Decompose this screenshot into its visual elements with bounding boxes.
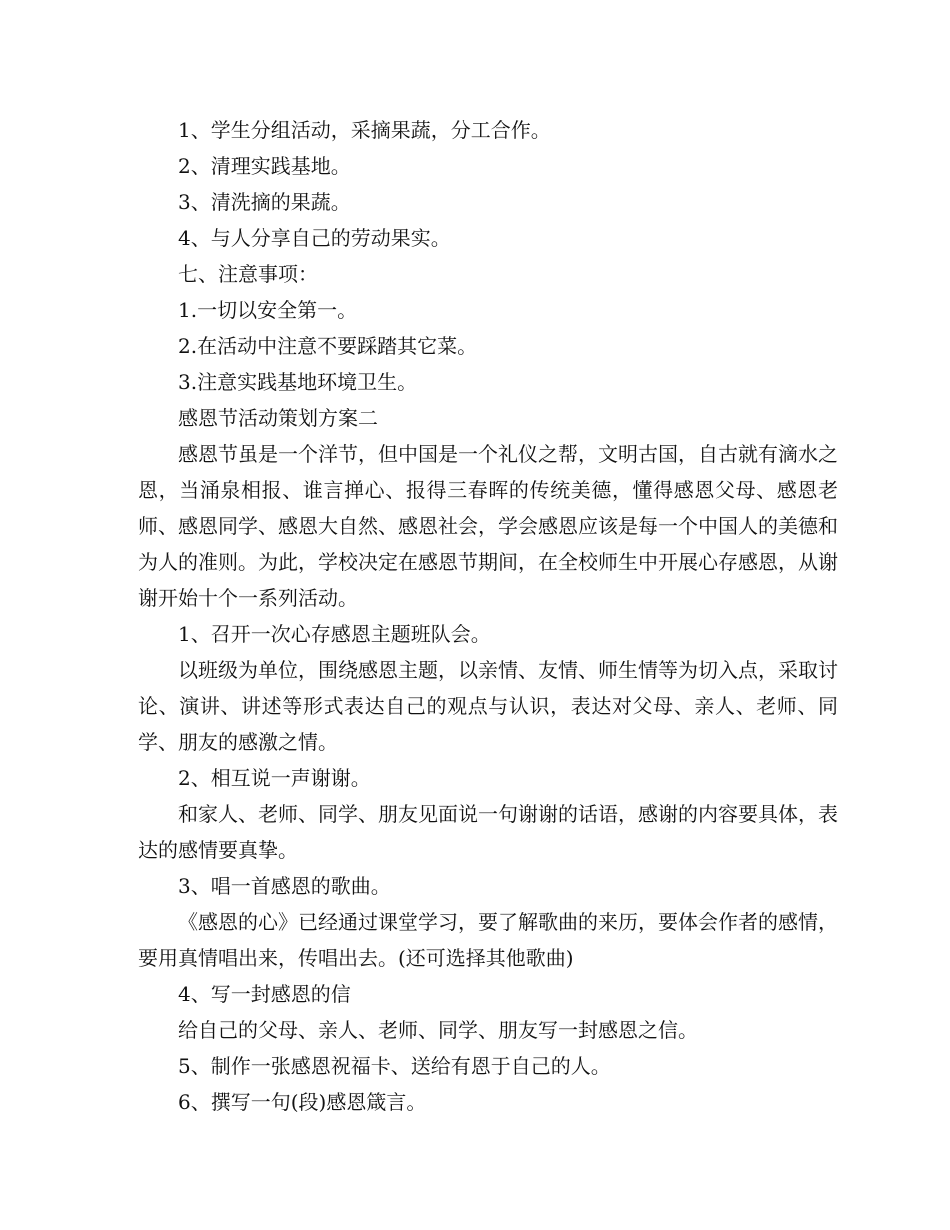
- activity-body-4: 给自己的父母、亲人、老师、同学、朋友写一封感恩之信。: [178, 1018, 698, 1042]
- activity-heading-2: 2、相互说一声谢谢。: [178, 766, 371, 790]
- activity-heading-6: 6、撰写一句(段)感恩箴言。: [178, 1090, 427, 1114]
- note-item-3: 3.注意实践基地环境卫生。: [178, 370, 418, 394]
- activity-body-2: 和家人、老师、同学、朋友见面说一句谢谢的话语，感谢的内容要具体，表达的感情要真挚。: [138, 802, 838, 862]
- note-item-2: 2.在活动中注意不要踩踏其它菜。: [178, 334, 478, 358]
- activity-heading-5: 5、制作一张感恩祝福卡、送给有恩于自己的人。: [178, 1054, 611, 1078]
- note-item-1: 1.一切以安全第一。: [178, 298, 358, 322]
- plan-title: 感恩节活动策划方案二: [178, 406, 378, 430]
- activity-heading-3: 3、唱一首感恩的歌曲。: [178, 874, 391, 898]
- activity-heading-1: 1、召开一次心存感恩主题班队会。: [178, 622, 491, 646]
- list-item-3: 3、清洗摘的果蔬。: [178, 190, 351, 214]
- activity-body-3: 《感恩的心》已经通过课堂学习，要了解歌曲的来历，要体会作者的感情，要用真情唱出来，传唱出去。(还可选择其他歌曲): [138, 910, 838, 970]
- section-heading-notes: 七、注意事项：: [178, 262, 318, 286]
- intro-paragraph: 感恩节虽是一个洋节，但中国是一个礼仪之帮，文明古国，自古就有滴水之恩，当涌泉相报、谁言掸心、报得三春晖的传统美德，懂得感恩父母、感恩老师、感恩同学、感恩大自然、感恩社会，学会感恩应该是每一个中国人的美德和为人的准则。为此，学校决定在感恩节期间，在全校师生中开展心存感恩，从谢谢开始十个一系列活动。: [138, 442, 838, 610]
- activity-body-1: 以班级为单位，围绕感恩主题，以亲情、友情、师生情等为切入点，采取讨论、演讲、讲述等形式表达自己的观点与认识，表达对父母、亲人、老师、同学、朋友的感激之情。: [138, 658, 838, 754]
- activity-heading-4: 4、写一封感恩的信: [178, 982, 351, 1006]
- list-item-2: 2、清理实践基地。: [178, 154, 351, 178]
- list-item-4: 4、与人分享自己的劳动果实。: [178, 226, 451, 250]
- document-body: [138, 112, 838, 1120]
- list-item-1: 1、学生分组活动，采摘果蔬，分工合作。: [178, 118, 551, 142]
